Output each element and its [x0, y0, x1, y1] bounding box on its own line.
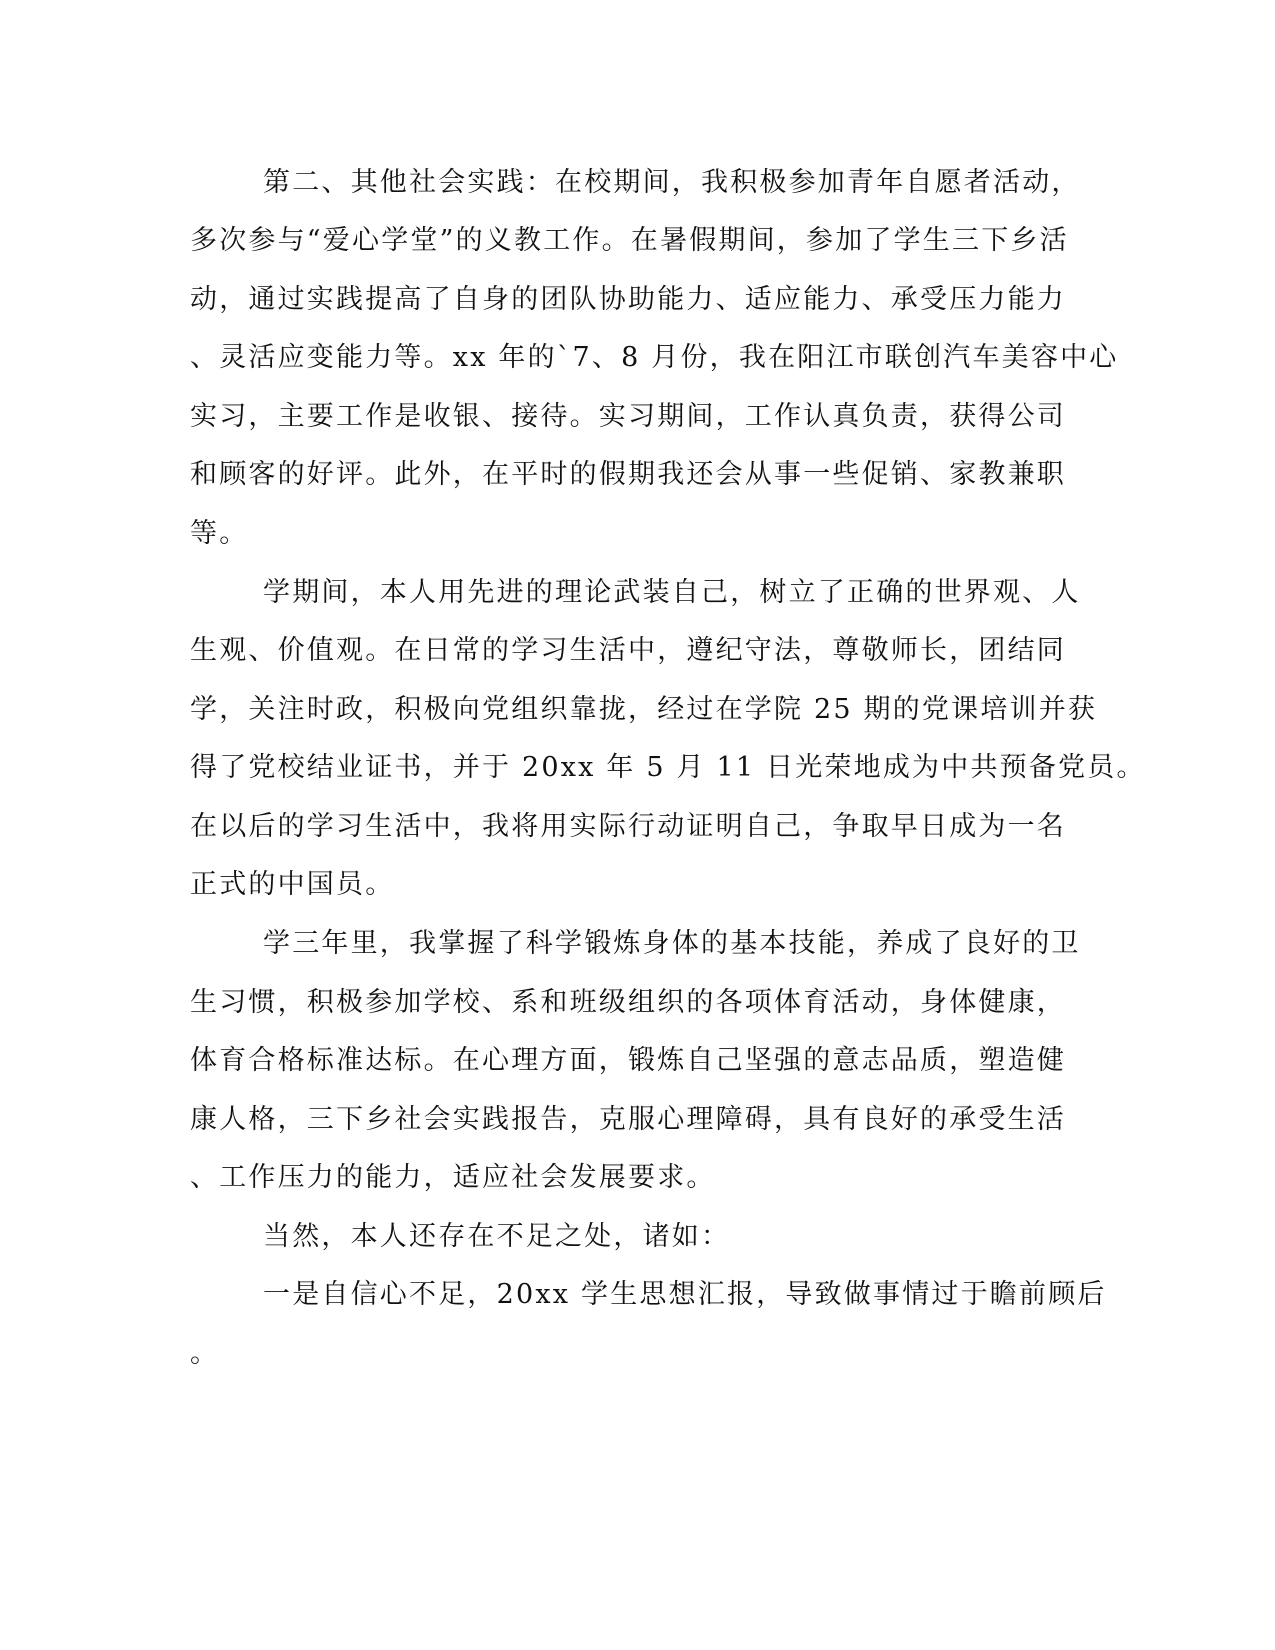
- paragraph-2-line-2: 生观、价值观。在日常的学习生活中，遵纪守法，尊敬师长，团结同: [190, 635, 1066, 666]
- paragraph-2-line-4: 得了党校结业证书，并于 20xx 年 5 月 11 日光荣地成为中共预备党员。: [190, 752, 1146, 783]
- paragraph-2-line-5: 在以后的学习生活中，我将用实际行动证明自己，争取早日成为一名: [190, 811, 1066, 842]
- paragraph-2-line-1: 学期间，本人用先进的理论武装自己，树立了正确的世界观、人: [263, 577, 1081, 608]
- paragraph-2-line-3: 学，关注时政，积极向党组织靠拢，经过在学院 25 期的党课培训并获: [190, 694, 1098, 725]
- paragraph-3-line-1: 学三年里，我掌握了科学锻炼身体的基本技能，养成了良好的卫: [263, 928, 1081, 959]
- paragraph-2-line-6: 正式的中国员。: [190, 869, 395, 900]
- paragraph-1-line-1: 第二、其他社会实践：在校期间，我积极参加青年自愿者活动，: [263, 167, 1081, 198]
- paragraph-1-line-5: 实习，主要工作是收银、接待。实习期间，工作认真负责，获得公司: [190, 401, 1066, 432]
- paragraph-1-line-3: 动，通过实践提高了自身的团队协助能力、适应能力、承受压力能力: [190, 284, 1066, 315]
- paragraph-3-line-3: 体育合格标准达标。在心理方面，锻炼自己坚强的意志品质，塑造健: [190, 1045, 1066, 1076]
- paragraph-1-line-4: 、灵活应变能力等。xx 年的`7、8 月份，我在阳江市联创汽车美容中心: [190, 342, 1119, 373]
- paragraph-1-line-7: 等。: [190, 518, 249, 549]
- paragraph-3-line-2: 生习惯，积极参加学校、系和班级组织的各项体育活动，身体健康，: [190, 987, 1066, 1018]
- paragraph-1-line-6: 和顾客的好评。此外，在平时的假期我还会从事一些促销、家教兼职: [190, 459, 1066, 490]
- paragraph-3-line-4: 康人格，三下乡社会实践报告，克服心理障碍，具有良好的承受生活: [190, 1104, 1066, 1135]
- paragraph-1-line-2: 多次参与“爱心学堂”的义教工作。在暑假期间，参加了学生三下乡活: [190, 225, 1069, 256]
- paragraph-5-line-2: 。: [190, 1338, 220, 1369]
- paragraph-3-line-5: 、工作压力的能力，适应社会发展要求。: [190, 1162, 716, 1193]
- paragraph-5-line-1: 一是自信心不足，20xx 学生思想汇报，导致做事情过于瞻前顾后: [263, 1279, 1107, 1310]
- paragraph-4-line-1: 当然，本人还存在不足之处，诸如：: [263, 1221, 731, 1252]
